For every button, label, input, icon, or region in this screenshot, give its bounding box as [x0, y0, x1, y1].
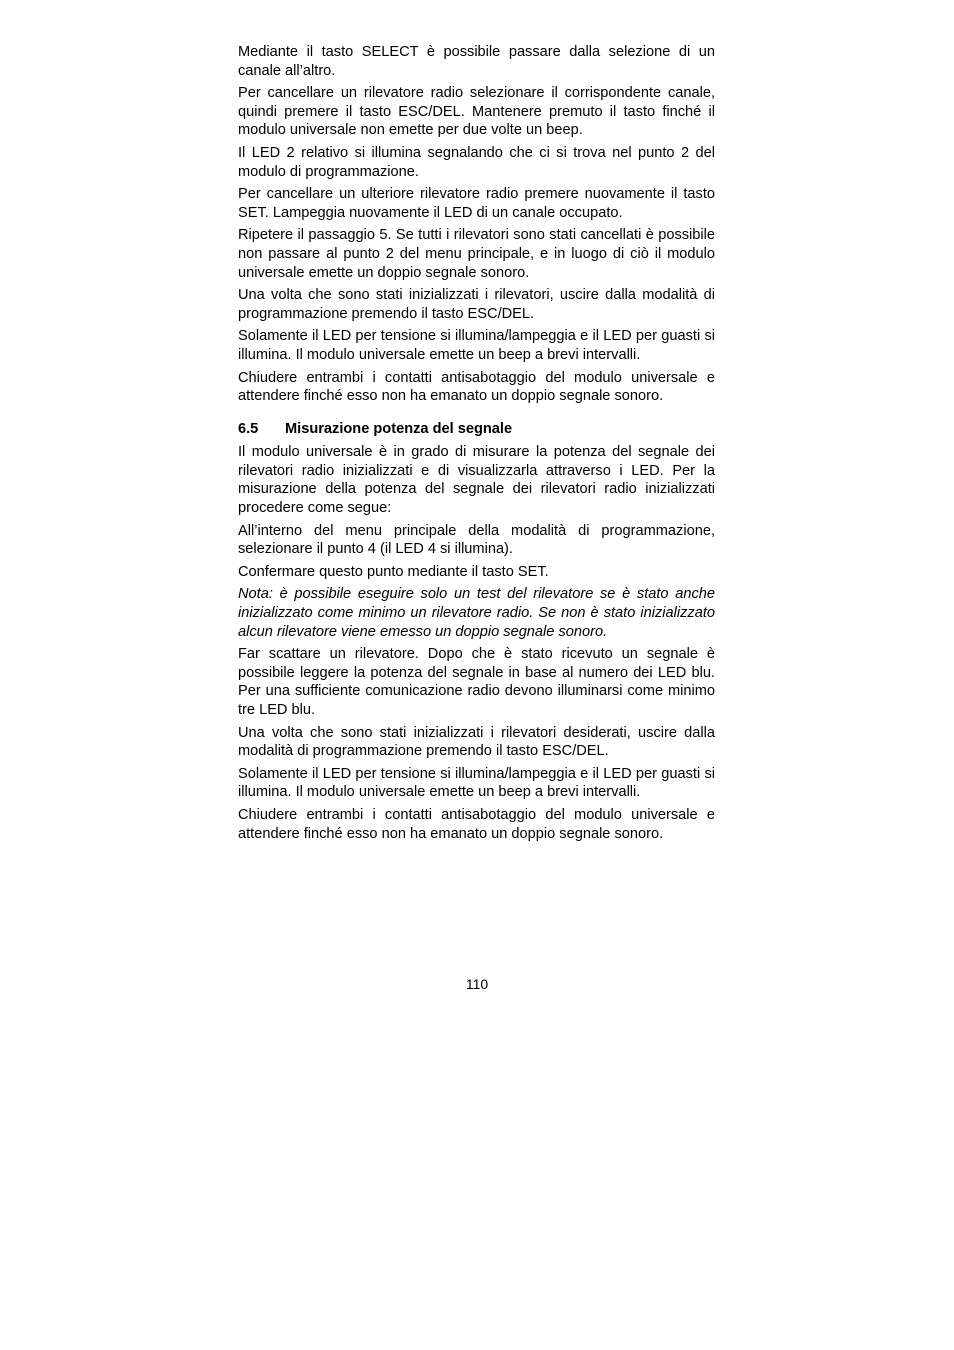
paragraph-close-contacts: Chiudere entrambi i contatti antisabotaggio del modulo universale e attendere finché esso non ha emanato un doppio segnale sonoro. — [238, 369, 715, 405]
paragraph-close-contacts-2: Chiudere entrambi i contatti antisabotaggio del modulo universale e attendere finché esso non ha emanato un doppio segnale sonoro. — [238, 806, 715, 842]
paragraph-led-status: Solamente il LED per tensione si illumina/lampeggia e il LED per guasti si illumina. Il modulo universale emette un beep a brevi intervalli. — [238, 328, 715, 363]
section-title: Misurazione potenza del segnale — [285, 420, 513, 437]
paragraph-confirm-set: Confermare questo punto mediante il tasto SET. — [238, 563, 549, 580]
paragraph-repeat-step: Ripetere il passaggio 5. Se tutti i rilevatori sono stati cancellati è possibile non passare al punto 2 del menu principale, e in luogo di ciò il modulo universale emette un doppio segnale sonoro. — [238, 227, 715, 281]
section-number: 6.5 — [238, 420, 259, 437]
page-number: 110 — [465, 976, 489, 992]
section-heading — [238, 420, 715, 439]
document-page-body — [238, 43, 715, 847]
paragraph-led2: Il LED 2 relativo si illumina segnalando che ci si trova nel punto 2 del modulo di programmazione. — [238, 144, 715, 180]
paragraph-select-point4: All’interno del menu principale della modalità di programmazione, selezionare il punto 4 (il LED 4 si illumina). — [238, 522, 715, 558]
paragraph-signal-intro: Il modulo universale è in grado di misurare la potenza del segnale dei rilevatori radio inizializzati e di visualizzarla attraverso i LED. Per la misurazione della potenza del segnale dei rilevatori radio inizializzati procedere come segue: — [238, 444, 715, 517]
paragraph-exit-programming-2: Una volta che sono stati inizializzati i rilevatori desiderati, uscire dalla modalità di programmazione premendo il tasto ESC/DEL. — [238, 724, 715, 760]
paragraph-trigger-detector: Far scattare un rilevatore. Dopo che è stato ricevuto un segnale è possibile leggere la potenza del segnale in base al numero dei LED blu. Per una sufficiente comunicazione radio devono illuminarsi come minimo tre LED blu. — [238, 646, 715, 718]
paragraph-led-status-2: Solamente il LED per tensione si illumina/lampeggia e il LED per guasti si illumina. Il modulo universale emette un beep a brevi intervalli. — [238, 765, 715, 801]
paragraph-select-channel: Mediante il tasto SELECT è possibile passare dalla selezione di un canale all’altro. — [238, 44, 715, 79]
paragraph-delete-another: Per cancellare un ulteriore rilevatore radio premere nuovamente il tasto SET. Lampeggia nuovamente il LED di un canale occupato. — [238, 186, 715, 221]
paragraph-delete-detector: Per cancellare un rilevatore radio selezionare il corrispondente canale, quindi premere il tasto ESC/DEL. Mantenere premuto il tasto finché il modulo universale non emette per due volte un beep. — [238, 85, 715, 139]
note-paragraph: Nota: è possibile eseguire solo un test del rilevatore se è stato anche inizializzato come minimo un rilevatore radio. Se non è stato inizializzato alcun rilevatore viene emesso un doppio segnale sonoro. — [238, 586, 715, 640]
paragraph-exit-programming: Una volta che sono stati inizializzati i rilevatori, uscire dalla modalità di programmazione premendo il tasto ESC/DEL. — [238, 287, 715, 322]
